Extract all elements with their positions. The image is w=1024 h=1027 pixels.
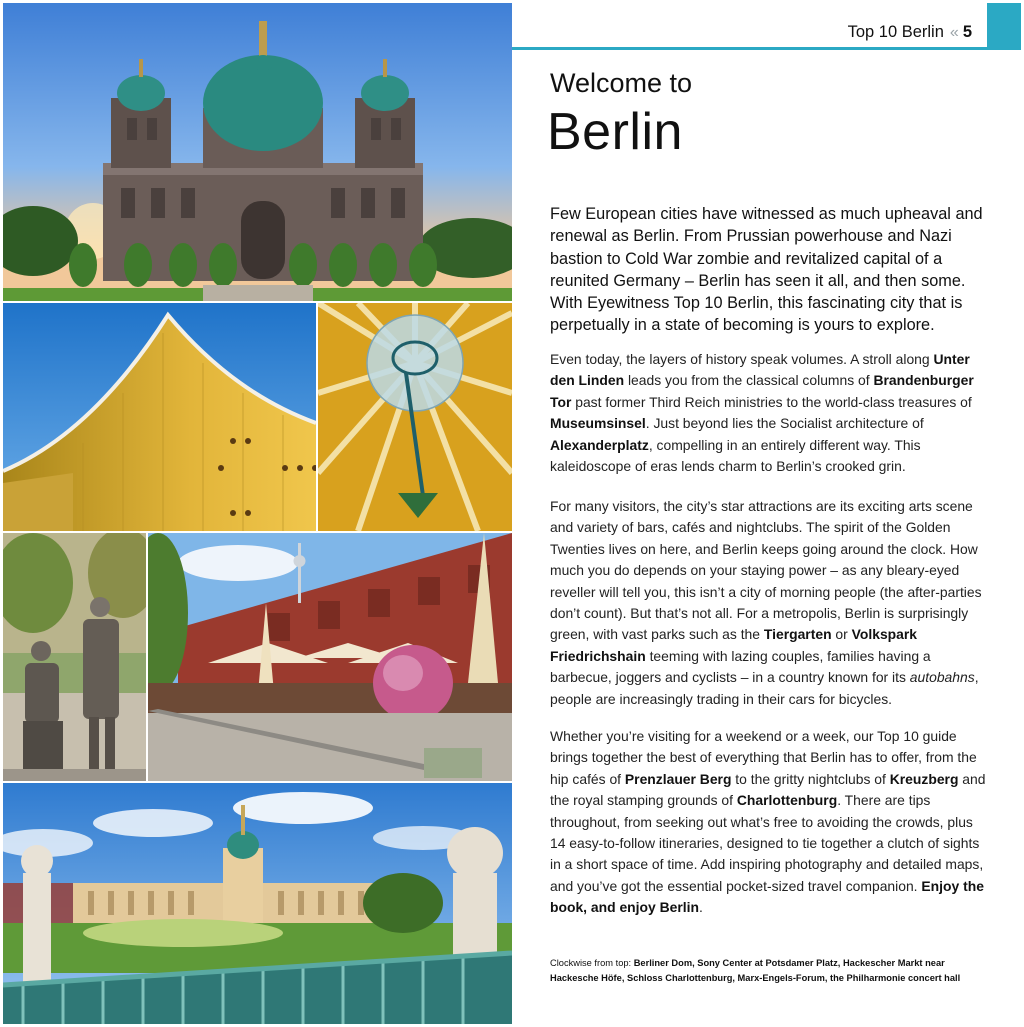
hackescher-markt-photo: [148, 533, 512, 781]
photo-caption: [550, 956, 990, 986]
philharmonie-photo: [3, 303, 316, 531]
heading-welcome: Welcome to: [550, 68, 693, 98]
caption-lead: Clockwise from top:: [550, 958, 634, 968]
place-name: Brandenburger Tor: [550, 372, 974, 410]
heading-city: Berlin: [547, 103, 683, 161]
italic-term: autobahns: [909, 669, 975, 686]
sony-center-photo: [318, 303, 512, 531]
schloss-charlottenburg-photo: [3, 783, 512, 1024]
place-name: Charlottenburg: [736, 792, 838, 809]
body-paragraph-1: Even today, the layers of history speak volumes. A stroll along Unter den Linden leads you from the classical columns of Brandenburger Tor past former Third Reich ministries to the world-class treasures of Museumsinsel. Just beyond lies the Socialist architecture of Alexanderplatz, compelling in an entirely different way. This kaleidoscope of eras lends charm to Berlin’s crooked grin.: [550, 351, 974, 475]
page-number: 5: [962, 23, 972, 41]
place-name: Tiergarten: [763, 626, 832, 643]
body-paragraph-2: For many visitors, the city’s star attractions are its exciting arts scene and variety of bars, cafés and nightclubs. The spirit of the Golden Twenties lives on here, and Berlin keeps going around the clock. How much you do depends on your staying power – as any bleary-eyed reveller will tell you, this isn’t a city of morning people (the after-parties don’t count). But that’s not all. For a metropolis, Berlin is surprisingly green, with vast parks such as the Tiergarten or Volkspark Friedrichshain teeming with lazing couples, families having a barbecue, joggers and cyclists – in a country known for its autobahns, people are increasingly trading in their cars for bicycles.: [550, 498, 982, 707]
place-name: Alexanderplatz: [550, 436, 649, 453]
marx-engels-forum-photo: [3, 533, 146, 781]
place-name: Prenzlauer Berg: [624, 770, 732, 787]
place-name: Unter den Linden: [550, 351, 970, 389]
header-tab: [987, 3, 1021, 50]
body-paragraph-3: Whether you’re visiting for a weekend or a week, our Top 10 guide brings together the best of everything that Berlin has to offer, from the hip cafés of Prenzlauer Berg to the gritty nightclubs of Kreuzberg and the royal stamping grounds of Charlottenburg. There are tips throughout, from seeking out what’s free to avoiding the crowds, plus 14 easy-to-follow itineraries, designed to tie together a clutch of sights in a short space of time. Add inspiring photography and detailed maps, and you’ve got the essential pocket-sized travel companion. Enjoy the book, and enjoy Berlin.: [550, 728, 986, 916]
intro-paragraph: Few European cities have witnessed as much upheaval and renewal as Berlin. From Prussian powerhouse and Nazi bastion to Cold War zombie and revitalized capital of a reunited Germany – Berlin has seen it all, and then some. With Eyewitness Top 10 Berlin, this fascinating city that is perpetually in a state of becoming is yours to explore.: [550, 205, 983, 335]
berliner-dom-photo: [3, 3, 512, 301]
running-header: [848, 23, 972, 42]
closing-line: Enjoy the book, and enjoy Berlin: [550, 877, 984, 916]
header-rule: [512, 47, 987, 50]
caption-items: Berliner Dom, Sony Center at Potsdamer Platz, Hackescher Markt near Hackesche Höfe, Schloss Charlottenburg, Marx-Engels-Forum, the Philharmonie concert hall: [550, 958, 961, 983]
place-name: Kreuzberg: [889, 770, 959, 787]
place-name: Volkspark Friedrichshain: [550, 626, 918, 664]
chevron-left-icon: «: [949, 24, 959, 41]
place-name: Museumsinsel: [550, 415, 646, 432]
book-title: Top 10 Berlin: [847, 23, 944, 41]
